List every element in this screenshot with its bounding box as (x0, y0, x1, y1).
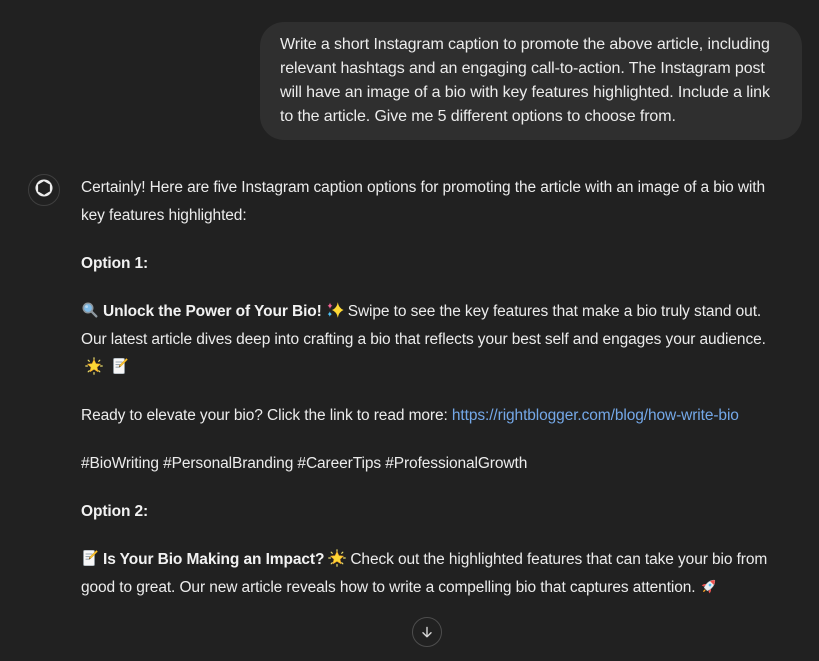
paragraph-option-2-heading (81, 498, 790, 526)
memo-icon (111, 357, 129, 375)
paragraph-option-1-hashtags: #BioWriting #PersonalBranding #CareerTips #ProfessionalGrowth (81, 455, 528, 472)
user-message-bubble: Write a short Instagram caption to promote the above article, including relevant hashtags and an engaging call-to-action. The Instagram post will have an image of a bio with key features highlighted. Include a link to the article. Give me 5 different options to choose from. (260, 22, 802, 140)
bold-text: Option 2: (81, 503, 149, 520)
glowing-star-icon (328, 549, 346, 567)
bold-text: Is Your Bio Making an Impact? (103, 551, 325, 568)
magnifying-glass-icon (81, 301, 99, 319)
bold-text: Unlock the Power of Your Bio! (103, 303, 322, 320)
user-message-row (0, 0, 819, 140)
glowing-star-icon (85, 357, 103, 375)
openai-logo-icon (34, 178, 54, 203)
rocket-icon (700, 577, 718, 595)
paragraph-option-1-heading (81, 250, 790, 278)
article-link[interactable]: https://rightblogger.com/blog/how-write-bio (451, 407, 739, 424)
assistant-message-row (0, 140, 819, 602)
paragraph-option-1-body: Unlock the Power of Your Bio! Swipe to see the key features that make a bio truly stand out. Our latest article dives deep into crafting a bio that reflects your best self and engages your audience. (81, 298, 790, 382)
sparkles-icon (326, 301, 344, 319)
paragraph-option-1-cta: Ready to elevate your bio? Click the link to read more: https://rightblogger.com/blog/how-write-bio (81, 407, 739, 424)
assistant-avatar (28, 174, 60, 206)
scroll-to-bottom-button[interactable] (412, 617, 442, 647)
arrow-down-icon (419, 624, 435, 640)
bold-text: Option 1: (81, 255, 149, 272)
paragraph-intro: Certainly! Here are five Instagram caption options for promoting the article with an image of a bio with key features highlighted: (81, 179, 765, 224)
paragraph-option-2-body: Is Your Bio Making an Impact? Check out the highlighted features that can take your bio from good to great. Our new article reveals how to write a compelling bio that captures attention. (81, 551, 768, 596)
assistant-blocks (81, 174, 790, 602)
memo-icon (81, 549, 99, 567)
